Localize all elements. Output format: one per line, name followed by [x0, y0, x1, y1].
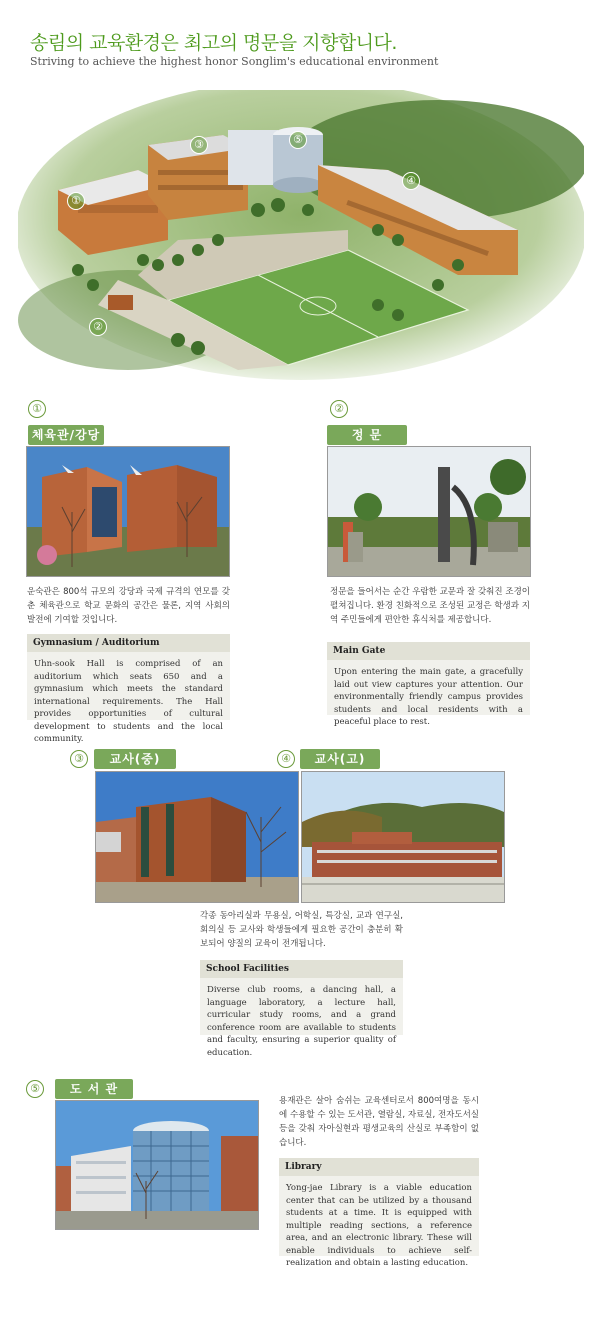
facilities-info-text: Diverse club rooms, a dancing hall, a language laboratory, a lecture hall, curricular study rooms, and a grand conference room are available to students and faculty, ensuring a superior quality of education. — [207, 985, 396, 1058]
middle-school-photo — [95, 771, 299, 903]
gate-info-box — [327, 642, 530, 727]
library-description-ko: 용재관은 살아 숨쉬는 교육센터로서 800여명을 동시에 수용할 수 있는 도서관, 열람실, 자료실, 전자도서실 등을 갖춰 자아실현과 평생교육의 산실로 부족함이 없습니다. — [279, 1096, 479, 1148]
section-number-4: ④ — [277, 750, 295, 768]
facilities-description-ko: 각종 동아리실과 무용실, 어학실, 특강실, 교과 연구실, 회의실 등 교사와 학생들에게 필요한 공간이 충분히 확보되어 양질의 교육이 전개됩니다. — [200, 911, 403, 949]
library-info-text: Yong-jae Library is a viable education center that can be utilized by a thousand students at a time. It is equipped with multiple reading sections, a reference area, and an electronic library. These will enable individuals to achieve self-realization and obtain a lasting education. — [286, 1183, 472, 1268]
middle-school-tag: 교사(중) — [94, 749, 176, 769]
section-number-3: ③ — [70, 750, 88, 768]
gym-photo — [26, 446, 230, 577]
facilities-info-box — [200, 960, 403, 1058]
high-school-photo — [301, 771, 505, 903]
section-number-2: ② — [330, 400, 348, 418]
gym-info-box — [27, 634, 230, 744]
map-pin-2[interactable]: ② — [89, 318, 107, 336]
map-pin-1[interactable]: ① — [67, 192, 85, 210]
map-pin-3[interactable]: ③ — [190, 136, 208, 154]
high-school-tag: 교사(고) — [300, 749, 380, 769]
page-subtitle: Striving to achieve the highest honor Songlim's educational environment — [30, 55, 439, 68]
gate-tag: 정 문 — [327, 425, 407, 445]
library-info-box — [279, 1158, 479, 1268]
library-tag: 도 서 관 — [55, 1079, 133, 1099]
gate-description-ko: 정문을 들어서는 순간 우람한 교문과 잘 갖춰진 조경이 펼쳐집니다. 환경 친화적으로 조성된 교정은 학생과 지역 주민들에게 편안한 휴식처를 제공합니다. — [330, 587, 530, 625]
facilities-info-title: School Facilities — [200, 960, 403, 978]
gym-info-text: Uhn-sook Hall is comprised of an auditorium which seats 650 and a gymnasium which meets the standard international requirements. The Hall provides opportunities of cultural development to students and the local community. — [34, 659, 223, 744]
section-number-1: ① — [28, 400, 46, 418]
library-info-title: Library — [279, 1158, 479, 1176]
gate-info-title: Main Gate — [327, 642, 530, 660]
map-pin-4[interactable]: ④ — [402, 172, 420, 190]
page-title: 송림의 교육환경은 최고의 명문을 지향합니다. — [30, 32, 397, 54]
gate-info-text: Upon entering the main gate, a gracefully laid out view captures your attention. Our environmentally friendly campus provides students and local residents with a peaceful place to rest. — [334, 667, 523, 727]
gym-tag: 체육관/강당 — [28, 425, 104, 445]
gate-photo — [327, 446, 531, 577]
map-pin-5[interactable]: ⑤ — [289, 131, 307, 149]
library-photo — [55, 1100, 259, 1230]
section-number-5: ⑤ — [26, 1080, 44, 1098]
gym-info-title: Gymnasium / Auditorium — [27, 634, 230, 652]
gym-description-ko: 운숙관은 800석 규모의 강당과 국제 규격의 연모를 갖춘 체육관으로 학교 문화의 공간은 물론, 지역 사회의 발전에 기여할 것입니다. — [27, 587, 230, 625]
